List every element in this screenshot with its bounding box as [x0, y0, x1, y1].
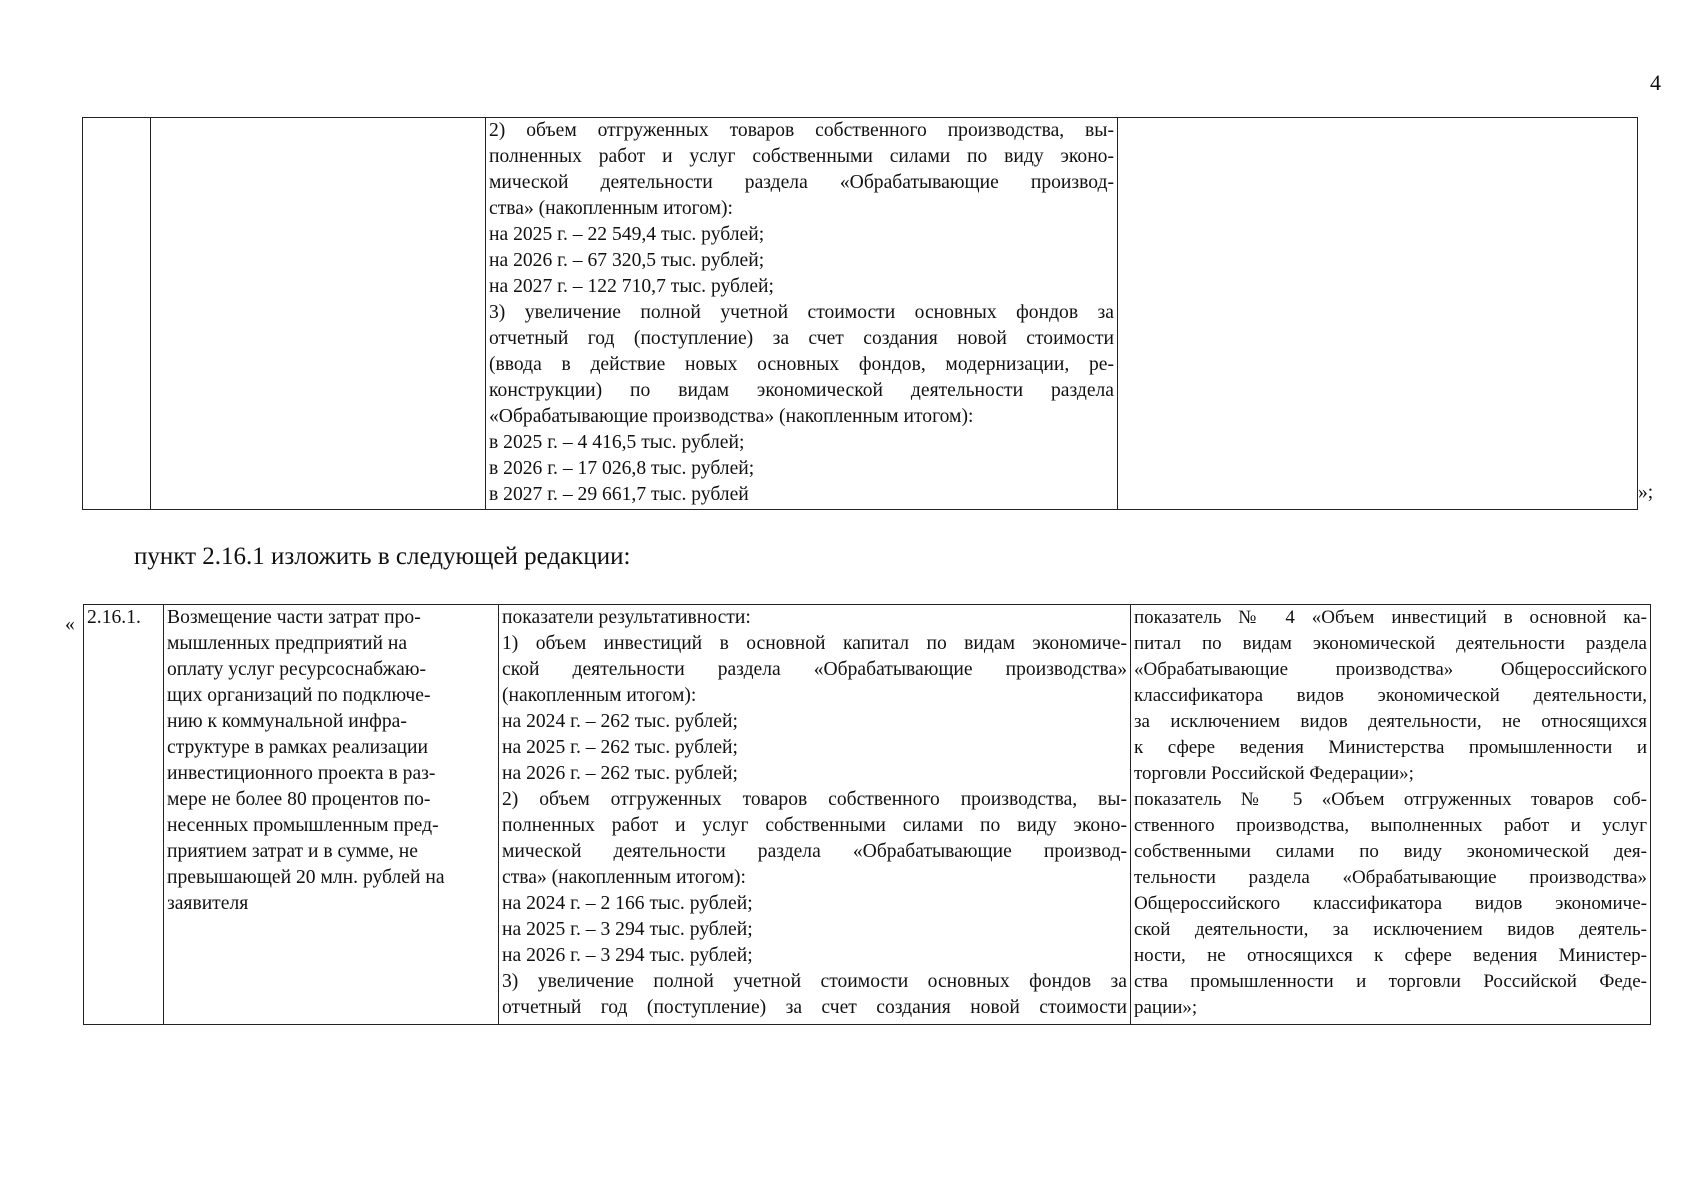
table1-measure-cell: [151, 118, 486, 510]
text-line: классификатора видов экономической деятельности,: [1134, 685, 1647, 706]
text-line: мической деятельности раздела «Обрабатывающие производ-: [502, 841, 1127, 862]
text-line: на 2024 г. – 2 166 тыс. рублей;: [502, 893, 753, 914]
text-line: оплату услуг ресурсоснабжаю-: [167, 659, 427, 680]
text-line: показатель № 5 «Объем отгруженных товаров соб-: [1134, 789, 1647, 810]
text-line: «Обрабатывающие производства» (накопленным итогом):: [489, 406, 974, 427]
text-line: заявителя: [167, 893, 249, 914]
text-line: ства» (накопленным итогом):: [489, 198, 733, 219]
text-line: в 2027 г. – 29 661,7 тыс. рублей: [489, 484, 749, 505]
text-line: Общероссийского классификатора видов экономиче-: [1134, 893, 1647, 914]
text-line: на 2025 г. – 3 294 тыс. рублей;: [502, 919, 753, 940]
text-line: на 2024 г. – 262 тыс. рублей;: [502, 711, 738, 732]
text-line: полненных работ и услуг собственными силами по виду эконо-: [489, 146, 1114, 167]
text-line: отчетный год (поступление) за счет создания новой стоимости: [502, 997, 1127, 1018]
closing-quote-mark: »;: [1638, 482, 1654, 503]
text-line: отчетный год (поступление) за счет создания новой стоимости: [489, 328, 1114, 349]
text-line: ской деятельности, за исключением видов деятель-: [1134, 919, 1647, 940]
text-line: (накопленным итогом):: [502, 685, 697, 706]
text-line: на 2026 г. – 3 294 тыс. рублей;: [502, 945, 753, 966]
measure-number-cell: 2.16.1.: [84, 605, 164, 1025]
text-line: полненных работ и услуг собственными силами по виду эконо-: [502, 815, 1127, 836]
measure-description-cell: [164, 605, 499, 1025]
text-line: 3) увеличение полной учетной стоимости основных фондов за: [502, 971, 1127, 992]
text-line: тельности раздела «Обрабатывающие производства»: [1134, 867, 1647, 888]
text-line: к сфере ведения Министерства промышленности и: [1134, 737, 1647, 758]
text-line: приятием затрат и в сумме, не: [167, 841, 418, 862]
text-line: на 2025 г. – 262 тыс. рублей;: [502, 737, 738, 758]
text-line: щих организаций по подключе-: [167, 685, 431, 706]
text-line: нию к коммунальной инфра-: [167, 711, 407, 732]
table1-source-cell: [1118, 118, 1638, 510]
text-line: показатели результативности:: [502, 607, 751, 628]
text-line: показатель № 4 «Объем инвестиций в основной ка-: [1134, 607, 1647, 628]
text-line: питал по видам экономической деятельности раздела: [1134, 633, 1647, 654]
text-line: 3) увеличение полной учетной стоимости основных фондов за: [489, 302, 1114, 323]
text-line: в 2026 г. – 17 026,8 тыс. рублей;: [489, 458, 755, 479]
text-line: Возмещение части затрат про-: [167, 607, 421, 628]
text-line: ства» (накопленным итогом):: [502, 867, 746, 888]
text-line: ности, не относящихся к сфере ведения Министер-: [1134, 945, 1647, 966]
text-line: ства промышленности и торговли Российской Феде-: [1134, 971, 1647, 992]
text-line: собственными силами по виду экономической дея-: [1134, 841, 1647, 862]
section-heading: пункт 2.16.1 изложить в следующей редакции:: [134, 543, 631, 570]
indicators-table-continued: [82, 117, 1638, 510]
text-line: структуре в рамках реализации: [167, 737, 429, 758]
text-line: рации»;: [1134, 997, 1198, 1018]
text-line: за исключением видов деятельности, не относящихся: [1134, 711, 1647, 732]
opening-quote-mark: «: [65, 614, 75, 635]
text-line: ственного производства, выполненных работ и услуг: [1134, 815, 1647, 836]
text-line: конструкции) по видам экономической деятельности раздела: [489, 380, 1114, 401]
text-line: в 2025 г. – 4 416,5 тыс. рублей;: [489, 432, 745, 453]
text-line: мышленных предприятий на: [167, 633, 408, 654]
text-line: мической деятельности раздела «Обрабатывающие производ-: [489, 172, 1114, 193]
indicator-definitions-cell: [1131, 605, 1651, 1025]
text-line: мере не более 80 процентов по-: [167, 789, 431, 810]
text-line: на 2027 г. – 122 710,7 тыс. рублей;: [489, 276, 774, 297]
text-line: на 2025 г. – 22 549,4 тыс. рублей;: [489, 224, 765, 245]
page-number: 4: [1650, 70, 1661, 95]
measure-2-16-1-table: [83, 604, 1651, 1025]
text-line: 2) объем отгруженных товаров собственного производства, вы-: [502, 789, 1127, 810]
text-line: торговли Российской Федерации»;: [1134, 763, 1414, 784]
performance-indicators-cell: [499, 605, 1131, 1025]
text-line: на 2026 г. – 262 тыс. рублей;: [502, 763, 738, 784]
text-line: инвестиционного проекта в раз-: [167, 763, 436, 784]
text-line: несенных промышленным пред-: [167, 815, 439, 836]
text-line: (ввода в действие новых основных фондов, модернизации, ре-: [489, 354, 1114, 375]
text-line: «Обрабатывающие производства» Общероссийского: [1134, 659, 1647, 680]
text-line: превышающей 20 млн. рублей на: [167, 867, 445, 888]
text-line: 1) объем инвестиций в основной капитал по видам экономиче-: [502, 633, 1127, 654]
text-line: ской деятельности раздела «Обрабатывающие производства»: [502, 659, 1127, 680]
table1-number-cell: [83, 118, 151, 510]
text-line: на 2026 г. – 67 320,5 тыс. рублей;: [489, 250, 765, 271]
text-line: 2) объем отгруженных товаров собственного производства, вы-: [489, 120, 1114, 141]
table1-indicators-cell: [486, 118, 1118, 510]
